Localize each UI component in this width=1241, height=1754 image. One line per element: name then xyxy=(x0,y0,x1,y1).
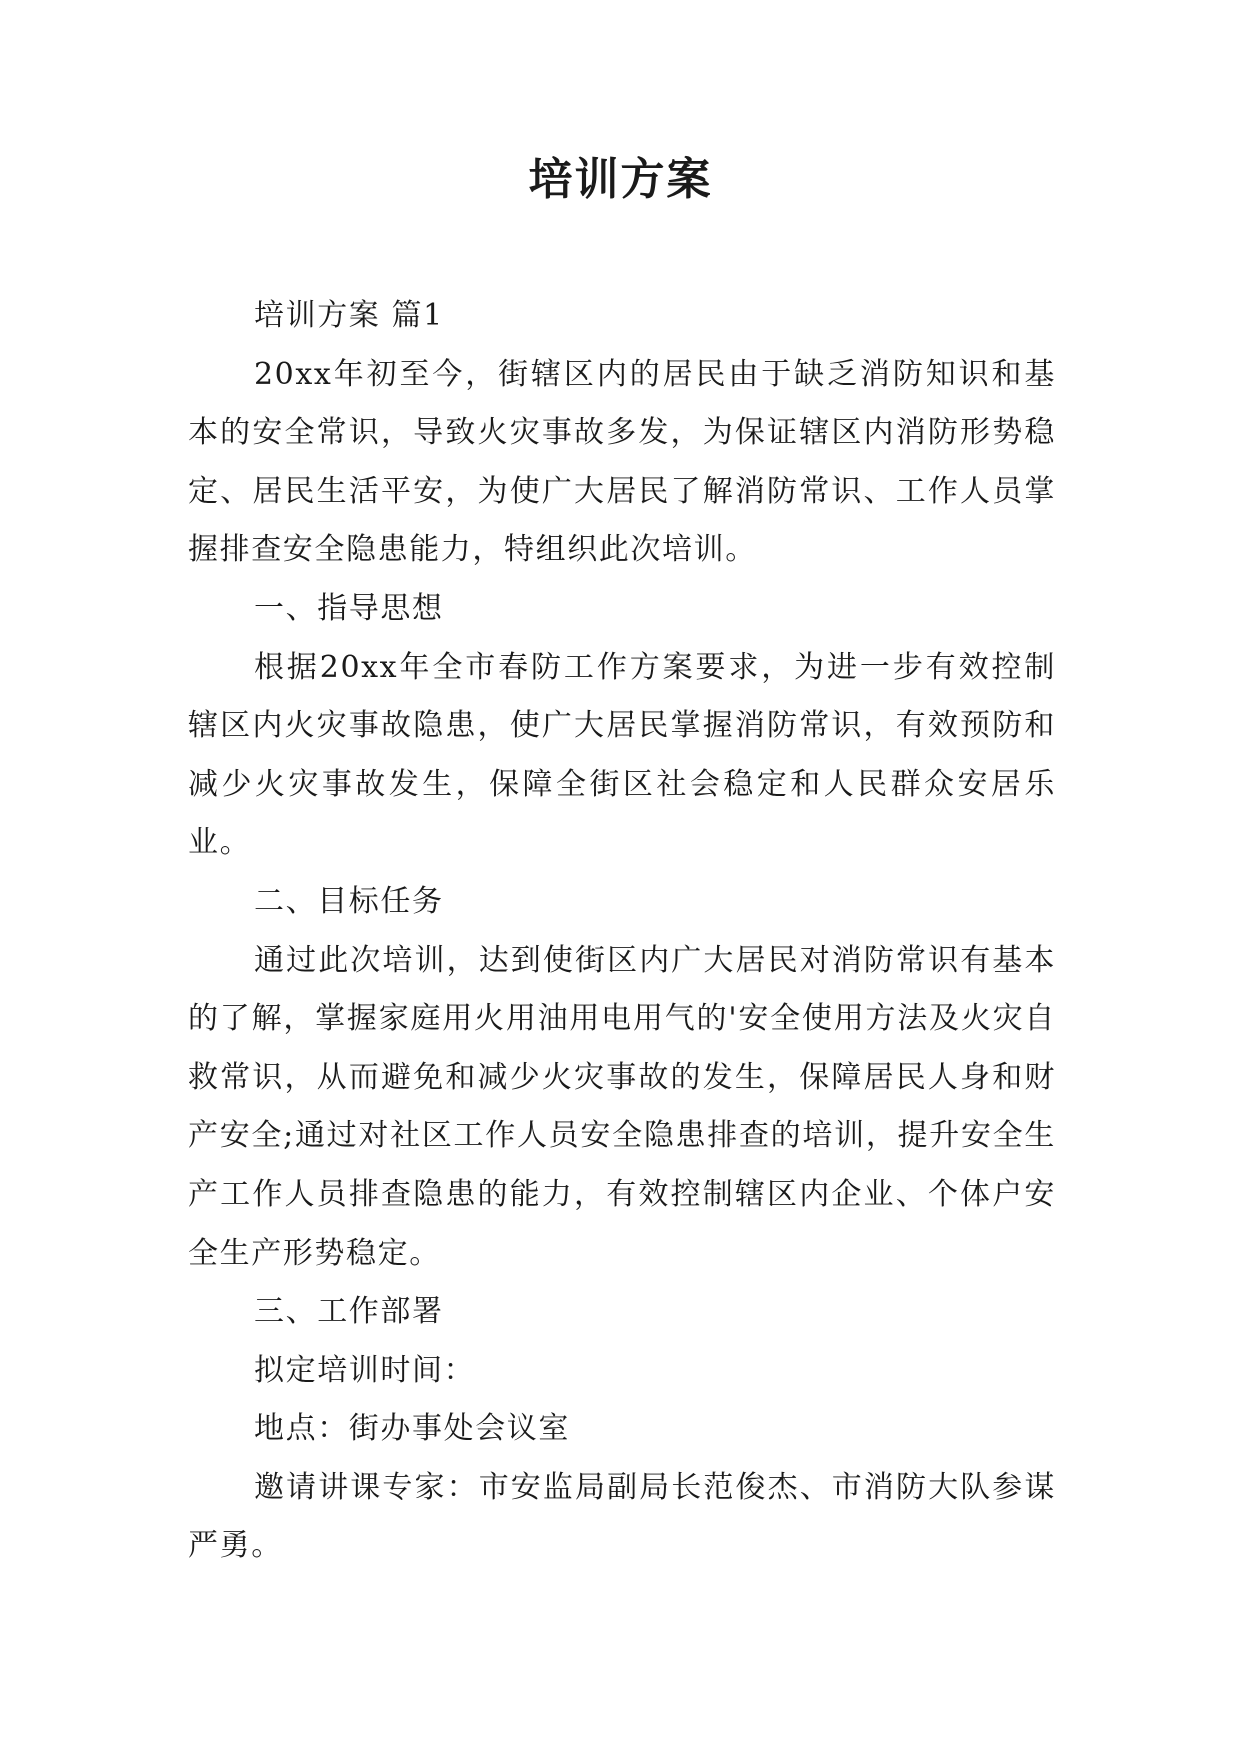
paragraph-experts: 邀请讲课专家：市安监局副局长范俊杰、市消防大队参谋严勇。 xyxy=(188,1469,1056,1564)
paragraph-location: 地点：街办事处会议室 xyxy=(254,1411,570,1447)
section-heading-part-1: 培训方案 篇1 xyxy=(254,298,444,333)
paragraph-training-time: 拟定培训时间： xyxy=(254,1352,476,1388)
paragraph-guiding-ideology: 根据20xx年全市春防工作方案要求，为进一步有效控制辖区内火灾事故隐患，使广大居民掌握消防常识，有效预防和减少火灾事故发生，保障全街区社会稳定和人民群众安居乐业。 xyxy=(188,649,1056,861)
document-title: 培训方案 xyxy=(528,154,713,205)
paragraph-intro: 20xx年初至今，街辖区内的居民由于缺乏消防知识和基本的安全常识，导致火灾事故多发，为保证辖区内消防形势稳定、居民生活平安，为使广大居民了解消防常识、工作人员掌握排查安全隐患能力，特组织此次培训。 xyxy=(188,356,1056,568)
heading-guiding-ideology: 一、指导思想 xyxy=(254,590,444,626)
heading-work-deployment: 三、工作部署 xyxy=(254,1294,444,1330)
heading-objectives: 二、目标任务 xyxy=(254,883,444,919)
document-body xyxy=(188,287,1056,1576)
paragraph-objectives: 通过此次培训，达到使街区内广大居民对消防常识有基本的了解，掌握家庭用火用油用电用气的'安全使用方法及火灾自救常识，从而避免和减少火灾事故的发生，保障居民人身和财产安全;通过对社区工作人员安全隐患排查的培训，提升安全生产工作人员排查隐患的能力，有效控制辖区内企业、个体户安全生产形势稳定。 xyxy=(188,942,1056,1271)
